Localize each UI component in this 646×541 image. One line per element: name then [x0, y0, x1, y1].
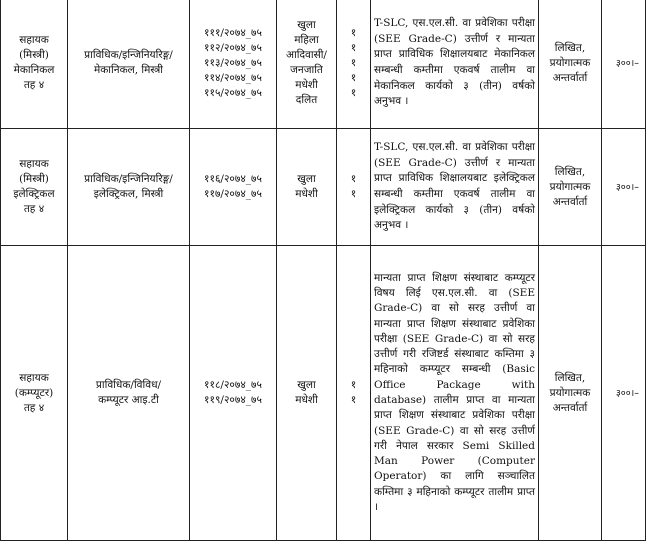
group-cell: खुला मधेशी — [277, 129, 337, 246]
post-cell: सहायक (मिस्त्री) मेकानिकल तह ४ — [1, 0, 68, 129]
qualification-cell: T-SLC, एस.एल.सी. वा प्रवेशिका परीक्षा (SEE Grade-C) उत्तीर्ण र मान्यता प्राप्त प्राविधिक शिक्षालयबाट इलेक्ट्रिकल सम्बन्धी कम्तीमा एकवर्ष तालीम वा इलेक्ट्रिकल कार्यको ३ (तीन) वर्षको अनुभव । — [371, 129, 539, 246]
post-cell: सहायक (कम्प्यूटर) तह ४ — [1, 246, 68, 541]
table-row — [1, 246, 646, 541]
service-cell: प्राविधिक/विविध/ कम्प्यूटर आइ.टी — [68, 246, 190, 541]
advert-code-cell: ११६/२०७४_७५ ११७/२०७४_७५ — [190, 129, 277, 246]
seats-cell: १ १ — [337, 129, 371, 246]
qualification-cell: मान्यता प्राप्त शिक्षण संस्थाबाट कम्प्यूटर विषय लिई एस.एल.सी. वा (SEE Grade-C) वा सो सरह उत्तीर्ण वा मान्यता प्राप्त शिक्षण संस्थाबाट प्रवेशिका परीक्षा (SEE Grade-C) वा सो सरह उत्तीर्ण गरी रजिष्टर्ड संस्थाबाट कम्तिमा ३ महिनाको कम्प्यूटर सम्बन्धी (Basic Office Package with database) तालीम प्राप्त वा मान्यता प्राप्त शिक्षण संस्थाबाट प्रवेशिका परीक्षा (SEE Grade-C) वा सो सरह उत्तीर्ण गरी नेपाल सरकार Semi Skilled Man Power (Computer Operator) का लागि सञ्चालित कम्तिमा ३ महिनाको कम्प्यूटर तालीम प्राप्त । — [371, 246, 539, 541]
table-row — [1, 129, 646, 246]
service-cell: प्राविधिक/इन्जिनियरिङ्ग/ इलेक्ट्रिकल, मिस्त्री — [68, 129, 190, 246]
service-cell: प्राविधिक/इन्जिनियरिङ्ग/ मेकानिकल, मिस्त्री — [68, 0, 190, 129]
fee-cell: ३००।– — [602, 0, 646, 129]
post-cell: सहायक (मिस्त्री) इलेक्ट्रिकल तह ४ — [1, 129, 68, 246]
exam-type-cell: लिखित, प्रयोगात्मक अन्तर्वार्ता — [539, 246, 602, 541]
exam-type-cell: लिखित, प्रयोगात्मक अन्तर्वार्ता — [539, 129, 602, 246]
fee-cell: ३००।– — [602, 129, 646, 246]
group-cell: खुला महिला आदिवासी/ जनजाति मधेशी दलित — [277, 0, 337, 129]
advert-code-cell: ११८/२०७४_७५ ११९/२०७४_७५ — [190, 246, 277, 541]
qualification-cell: T-SLC, एस.एल.सी. वा प्रवेशिका परीक्षा (SEE Grade-C) उत्तीर्ण र मान्यता प्राप्त प्राविधिक शिक्षालयबाट मेकानिकल सम्बन्धी कम्तीमा एकवर्ष तालीम वा मेकानिकल कार्यको ३ (तीन) वर्षको अनुभव । — [371, 0, 539, 129]
advert-code-cell: १११/२०७४_७५ ११२/२०७४_७५ ११३/२०७४_७५ ११४/२०७४_७५ ११५/२०७४_७५ — [190, 0, 277, 129]
fee-cell: ३००।– — [602, 246, 646, 541]
exam-type-cell: लिखित, प्रयोगात्मक अन्तर्वार्ता — [539, 0, 602, 129]
seats-cell: १ १ — [337, 246, 371, 541]
group-cell: खुला मधेशी — [277, 246, 337, 541]
seats-cell: १ १ १ १ १ — [337, 0, 371, 129]
table-row — [1, 0, 646, 129]
